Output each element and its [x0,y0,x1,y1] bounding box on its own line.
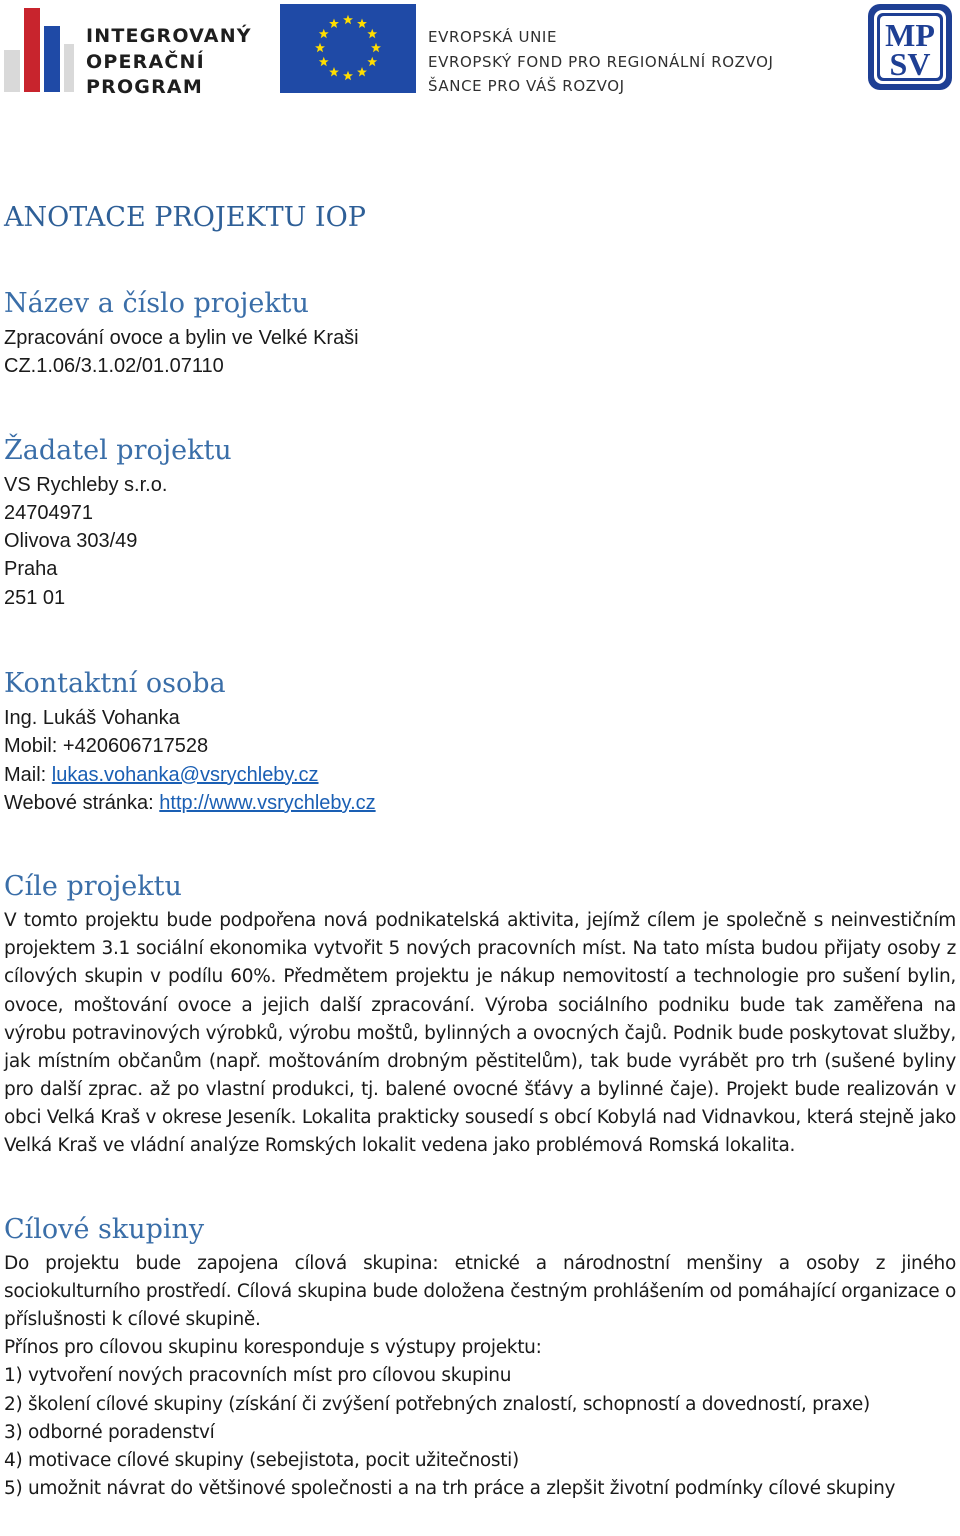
eu-star-icon [357,67,367,76]
header-logos [0,0,960,110]
iop-logo [4,4,252,98]
benefits-list [4,1334,956,1503]
contact-web-row [4,789,956,817]
eu-star-icon [343,15,353,24]
eu-flag [280,4,416,93]
svg-text:MP: MP [885,17,935,53]
contact-name: Ing. Lukáš Vohanka [4,707,180,730]
email-link[interactable]: lukas.vohanka@vsrychleby.cz [51,763,319,786]
project-number: CZ.1.06/3.1.02/01.07110 [4,355,224,378]
project-name: Zpracování ovoce a bylin ve Velké Kraši [4,327,359,349]
eu-star-icon [329,19,339,28]
applicant-city: Praha [4,558,58,581]
contact-info [4,704,956,817]
website-link[interactable]: http://www.vsrychleby.cz [159,791,376,814]
list-item: 5) umožnit návrat do většinové společnosti a na trh práce a zlepšit životní podmínky cílové skupiny [4,1477,896,1499]
contact-mail-row [4,761,956,789]
document [4,196,956,1503]
goals-text: V tomto projektu bude podpořena nová podnikatelská aktivita, jejímž cílem je společně s neinvestičním projektem 3.1 sociální ekonomika vytvořit 5 nových pracovních míst. Na tato místa budou přijaty osoby z cílových skupin v podílu 60%. Předmětem projektu je nákup nemovitostí a technologie pro sušení bylin, ovoce, moštování ovoce a jejich další zpracování. Výroba sociálního podniku bude tak zaměřena na výrobu potravinových výrobků, výrobu moštů, bylinných a ovocných čajů. Podnik bude poskytovat služby, jak místním občanům (např. moštováním drobným pěstitelům), tak bude vyrábět pro trh (sušené byliny pro další zprac. až po vlastní produkci, tj. balené ovocné šťávy a bylinné čaje). Projekt bude realizován v obci Velká Kraš v okrese Jeseník. Lokalita prakticky sousedí s obcí Kobylá nad Vidnavkou, která stejně jako Velká Kraš ve vládní analýze Romských lokalit vedena jako problémová Romská lokalita. [4,910,956,1157]
list-item: 1) vytvoření nových pracovních míst pro cílovou skupinu [4,1365,512,1387]
eu-star-icon [329,67,339,76]
eu-star-icon [367,29,377,38]
section-heading: Kontaktní osoba [4,668,226,700]
applicant-street: Olivova 303/49 [4,530,138,553]
target-groups-text: Do projektu bude zapojena cílová skupina: etnické a národnostní menšiny a osoby z jiného sociokulturního prostředí. Cílová skupina bude doložena čestným prohlášením od pomáhající organizace o příslušnosti k cílové skupině. [4,1253,956,1331]
goals-section [4,867,956,1160]
eu-star-icon [315,43,325,52]
applicant-zip: 251 01 [4,586,66,609]
list-item: 4) motivace cílové skupiny (sebejistota, pocit užitečnosti) [4,1449,519,1471]
project-info [4,324,956,381]
applicant-info [4,471,956,612]
iop-logo-text: INTEGROVANÝ OPERAČNÍ PROGRAM [86,25,252,98]
eu-star-icon [367,57,377,66]
eu-flag-stars [280,4,416,93]
eu-star-icon [357,19,367,28]
document-title: ANOTACE PROJEKTU IOP [4,202,366,233]
eu-star-icon [343,71,353,80]
applicant-id: 24704971 [4,501,93,524]
web-label: Webové stránka: [4,791,160,814]
contact-mobile: Mobil: +420606717528 [4,735,209,758]
contact-section [4,664,956,817]
eu-fund-text [428,25,774,99]
eu-line: EVROPSKÝ FOND PRO REGIONÁLNÍ ROZVOJ [428,52,774,71]
list-item: 3) odborné poradenství [4,1421,215,1443]
section-heading: Cíle projektu [4,871,182,903]
section-heading: Cílové skupiny [4,1214,205,1246]
applicant-section [4,431,956,612]
applicant-company: VS Rychleby s.r.o. [4,473,168,496]
benefits-intro: Přínos pro cílovou skupinu koresponduje s výstupy projektu: [4,1337,542,1359]
list-item: 2) školení cílové skupiny (získání či zvýšení potřebných znalostí, schopností a dovedností, praxe) [4,1393,870,1415]
eu-line: ŠANCE PRO VÁŠ ROZVOJ [428,77,625,95]
section-heading: Název a číslo projektu [4,288,309,319]
section-heading: Žadatel projektu [4,434,232,466]
svg-text:SV: SV [889,46,931,82]
eu-star-icon [319,57,329,66]
eu-line: EVROPSKÁ UNIE [428,28,558,46]
project-section [4,284,956,381]
eu-star-icon [371,43,381,52]
mpsv-logo [866,2,954,92]
target-groups-section [4,1210,956,1503]
eu-star-icon [319,29,329,38]
mail-label: Mail: [4,763,52,786]
